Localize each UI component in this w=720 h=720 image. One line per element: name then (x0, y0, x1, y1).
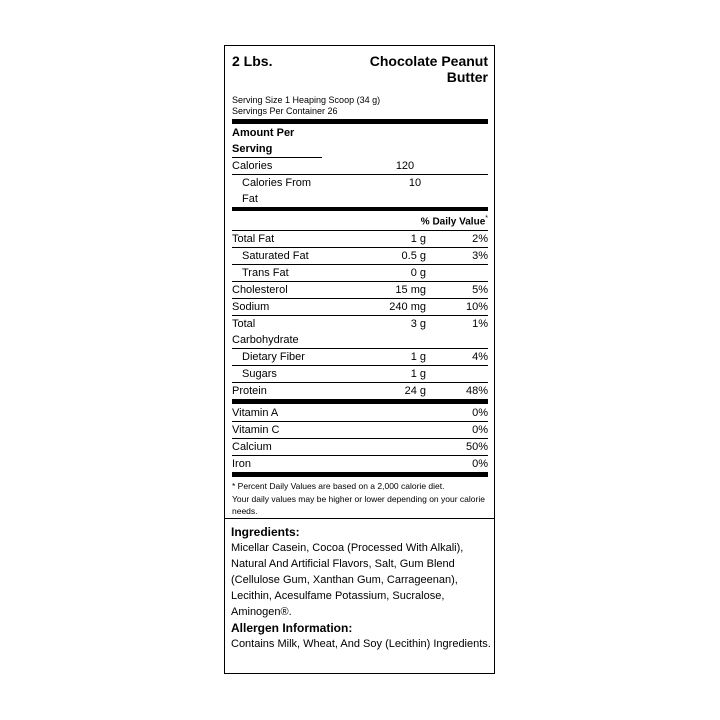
calories-from-fat-row (232, 175, 488, 208)
nutrient-row-cholesterol (232, 282, 488, 299)
vitamin-name: Vitamin A (232, 407, 279, 420)
nutrient-dv: 4% (472, 351, 488, 364)
vitamin-row-iron (232, 456, 488, 472)
nutrient-dv: 2% (472, 233, 488, 246)
nutrient-amount: 0.5 g (401, 250, 426, 263)
calories-row (232, 158, 488, 175)
vitamin-name: Iron (232, 458, 251, 471)
nutrient-name: Total Fat (232, 233, 275, 246)
servings-per-container: Servings Per Container 26 (232, 106, 338, 116)
label-header (232, 53, 488, 95)
nutrient-amount: 15 mg (395, 284, 426, 297)
nutrient-amount: 240 mg (389, 301, 426, 314)
ingredients-text: Micellar Casein, Cocoa (Processed With Alkali), Natural And Artificial Flavors, Salt, Gum Blend (Cellulose Gum, Xanthan Gum, Carrageenan), Lecithin, Acesulfame Potassium, Sucralose, Aminogen®. (231, 542, 464, 618)
vitamin-row-c (232, 422, 488, 439)
nutrient-name: Total Carbohydrate (232, 318, 299, 347)
vitamin-name: Calcium (232, 441, 272, 454)
nutrient-amount: 1 g (410, 351, 426, 364)
nutrient-dv: 10% (465, 301, 488, 314)
nutrient-name: Sodium (232, 301, 270, 314)
footnote-daily-values: * Percent Daily Values are based on a 2,000 calorie diet. (232, 481, 445, 492)
ingredients-title: Ingredients: (231, 525, 300, 539)
nutrient-dv: 48% (465, 385, 488, 398)
thick-divider (232, 119, 488, 124)
nutrient-row-sodium (232, 299, 488, 316)
nutrient-amount: 24 g (404, 385, 426, 398)
nutrient-row-trans-fat (232, 265, 488, 282)
amount-per-serving-heading: Amount Per Serving (232, 125, 322, 158)
nutrient-amount: 1 g (410, 368, 426, 381)
vitamin-row-a (232, 405, 488, 422)
nutrient-name: Trans Fat (242, 267, 289, 280)
allergen-text: Contains Milk, Wheat, And Soy (Lecithin) Ingredients. (231, 638, 491, 650)
flavor-name: Chocolate Peanut Butter (369, 53, 488, 85)
allergen-title: Allergen Information: (231, 621, 353, 635)
daily-value-header (232, 211, 488, 231)
nutrient-row-dietary-fiber (232, 349, 488, 366)
vitamin-name: Vitamin C (232, 424, 280, 437)
thick-divider (232, 472, 488, 477)
calories-from-fat-label: Calories From Fat (242, 177, 312, 205)
nutrient-amount: 3 g (410, 318, 426, 331)
nutrient-amount: 0 g (410, 267, 426, 280)
vitamin-dv: 0% (472, 458, 488, 471)
nutrient-dv: 1% (472, 318, 488, 331)
nutrient-row-saturated-fat (232, 248, 488, 265)
nutrient-row-sugars (232, 366, 488, 383)
calories-from-fat-value: 10 (408, 177, 422, 189)
vitamin-dv: 0% (472, 424, 488, 437)
nutrient-dv: 3% (472, 250, 488, 263)
nutrient-name: Dietary Fiber (242, 351, 305, 364)
nutrition-label (224, 45, 495, 674)
nutrient-row-total-fat (232, 231, 488, 248)
calories-label: Calories (232, 160, 273, 172)
nutrient-amount: 1 g (410, 233, 426, 246)
nutrient-dv: 5% (472, 284, 488, 297)
nutrient-name: Sugars (242, 368, 277, 381)
daily-value-asterisk: * (485, 215, 488, 222)
nutrient-name: Cholesterol (232, 284, 288, 297)
section-divider (225, 518, 494, 519)
thick-divider (232, 399, 488, 404)
nutrient-dv (426, 265, 488, 281)
footnote-calorie-needs: Your daily values may be higher or lower depending on your calorie needs. (232, 493, 485, 517)
nutrient-dv (426, 366, 488, 382)
nutrient-row-protein (232, 383, 488, 399)
vitamin-row-calcium (232, 439, 488, 456)
nutrient-name: Saturated Fat (242, 250, 309, 263)
ingredients-section (231, 524, 491, 652)
nutrient-row-total-carbohydrate (232, 316, 488, 349)
daily-value-heading: % Daily Value (420, 216, 486, 228)
nutrition-facts-panel (232, 53, 488, 518)
nutrient-name: Protein (232, 385, 267, 398)
container-size: 2 Lbs. (232, 53, 273, 69)
serving-size: Serving Size 1 Heaping Scoop (34 g) (232, 95, 381, 105)
vitamin-dv: 50% (465, 441, 488, 454)
vitamin-dv: 0% (472, 407, 488, 420)
calories-value: 120 (395, 160, 415, 172)
